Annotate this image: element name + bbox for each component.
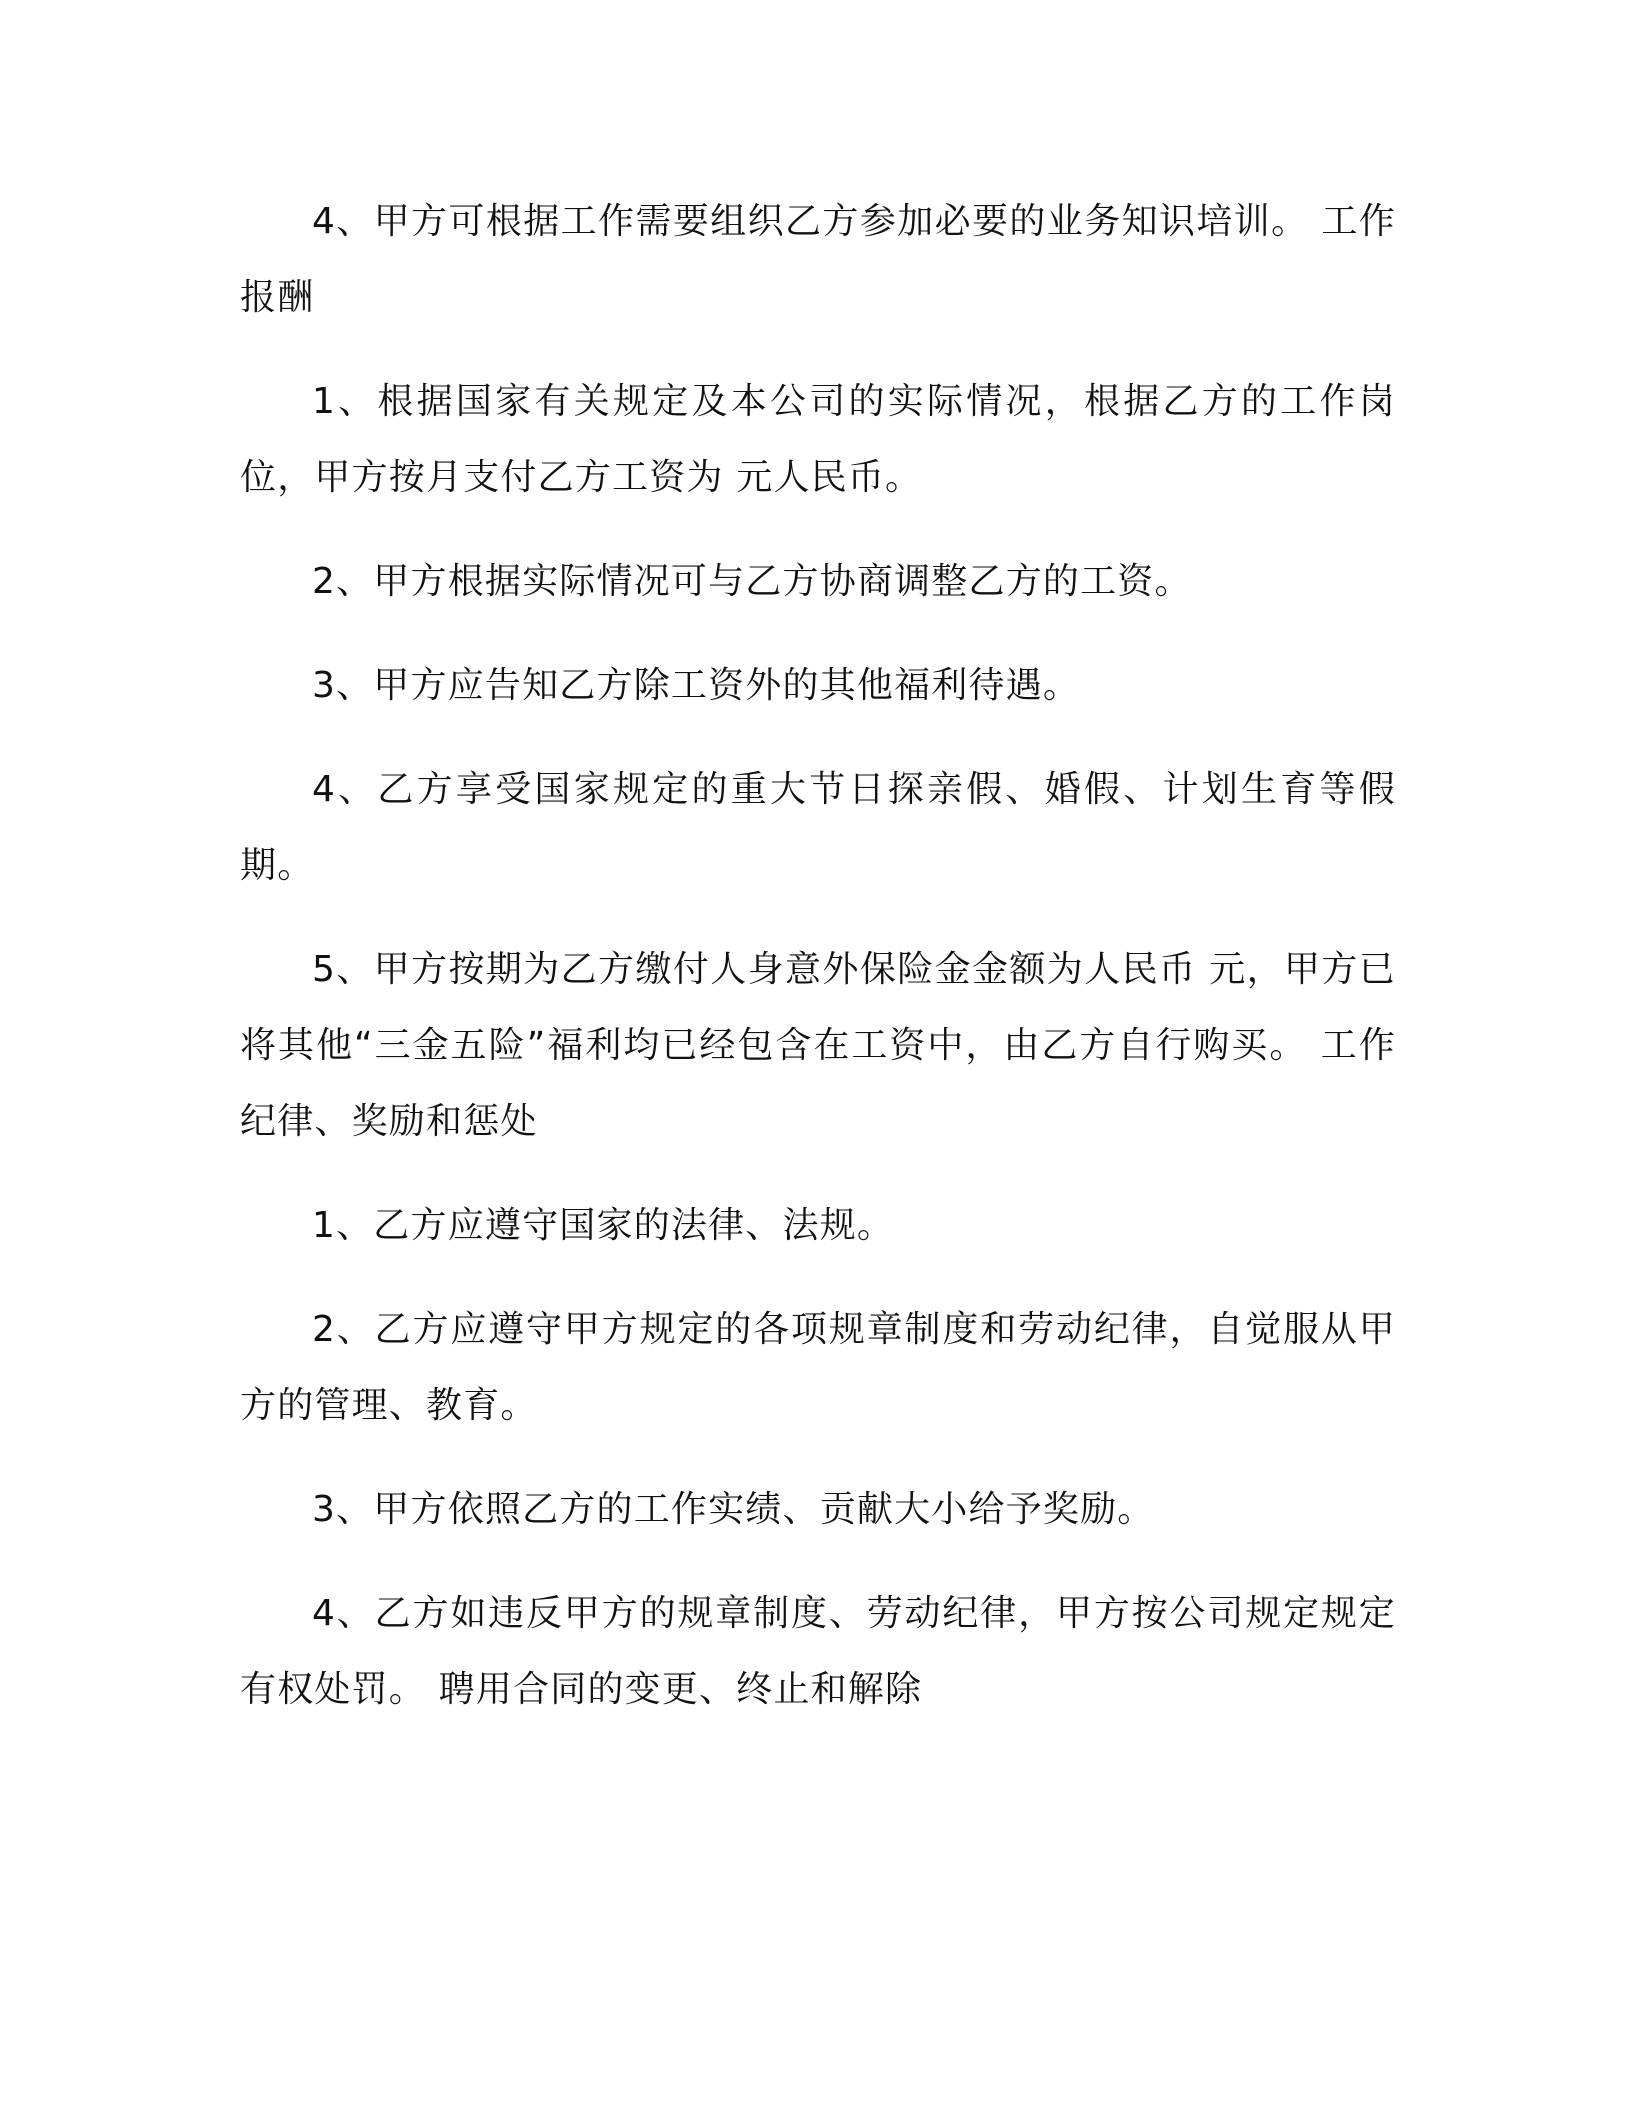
paragraph-salary-adjustment: 2、甲方根据实际情况可与乙方协商调整乙方的工资。 <box>312 561 1192 602</box>
paragraph-rewards: 3、甲方依照乙方的工作实绩、贡献大小给予奖励。 <box>312 1489 1155 1530</box>
paragraph-rules: 2、乙方应遵守甲方规定的各项规章制度和劳动纪律，自觉服从甲方的管理、教育。 <box>240 1309 1396 1426</box>
paragraph-insurance: 5、甲方按期为乙方缴付人身意外保险金金额为人民币 元，甲方已将其他“三金五险”福利均已经包含在工资中，由乙方自行购买。 工作纪律、奖励和惩处 <box>240 949 1396 1142</box>
paragraph-salary: 1、根据国家有关规定及本公司的实际情况，根据乙方的工作岗位，甲方按月支付乙方工资为 元人民币。 <box>240 381 1396 498</box>
paragraph-law: 1、乙方应遵守国家的法律、法规。 <box>312 1205 895 1246</box>
document-body <box>240 184 1396 1756</box>
paragraph-training: 4、甲方可根据工作需要组织乙方参加必要的业务知识培训。 工作报酬 <box>240 201 1396 318</box>
paragraph-benefits: 3、甲方应告知乙方除工资外的其他福利待遇。 <box>312 665 1081 706</box>
paragraph-holidays: 4、乙方享受国家规定的重大节日探亲假、婚假、计划生育等假期。 <box>240 769 1396 886</box>
paragraph-penalties: 4、乙方如违反甲方的规章制度、劳动纪律，甲方按公司规定规定有权处罚。 聘用合同的变更、终止和解除 <box>240 1593 1396 1710</box>
